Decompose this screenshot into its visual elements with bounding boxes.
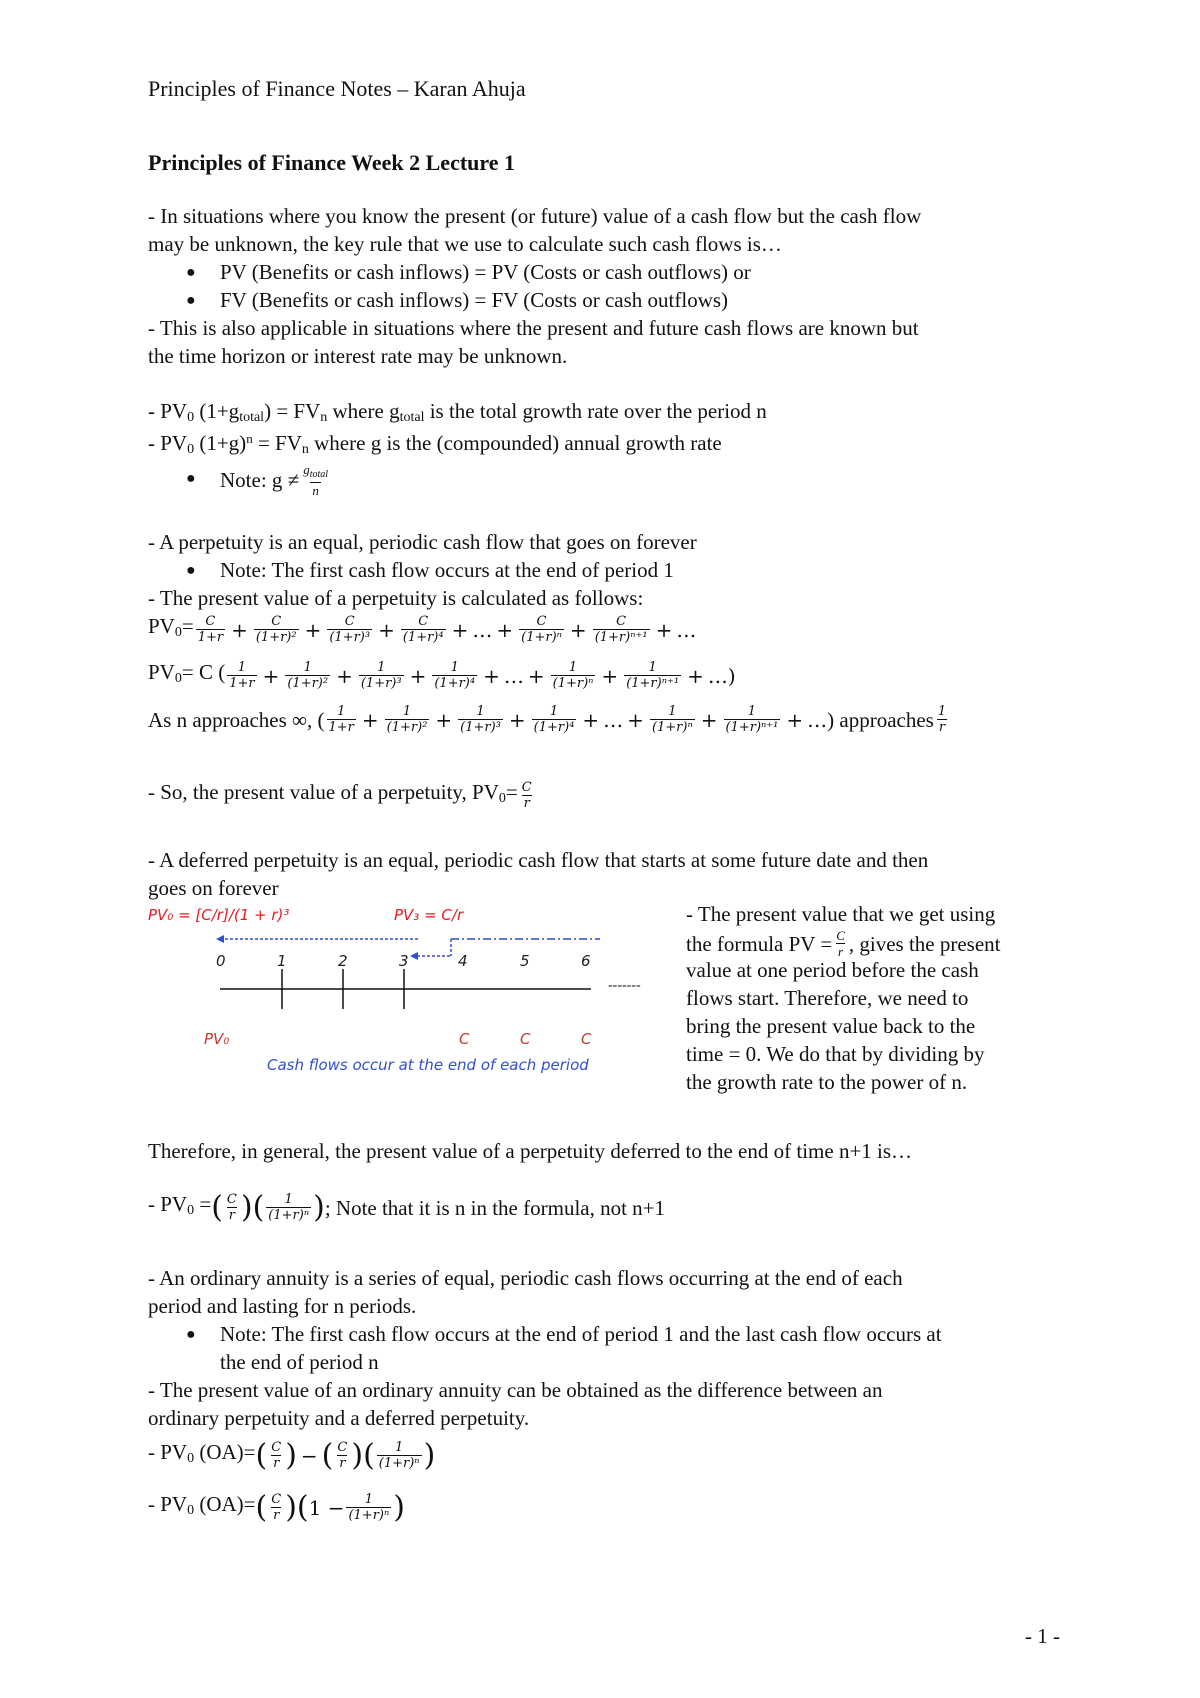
intro-bullet-1: PV (Benefits or cash inflows) = PV (Costs or cash outflows) or — [220, 260, 751, 284]
lecture-title: Principles of Finance Week 2 Lecture 1 — [148, 150, 516, 175]
cash-flow-label: C — [581, 1030, 592, 1048]
perpetuity-note: Note: The first cash flow occurs at the end of period 1 — [220, 558, 674, 582]
bullet-dot-icon: ● — [186, 470, 196, 487]
intro-bullet-2: FV (Benefits or cash inflows) = FV (Costs or cash outflows) — [220, 288, 729, 312]
bullet-dot-icon: ● — [186, 292, 196, 309]
deferred-general-statement: Therefore, in general, the present value of a perpetuity deferred to the end of time n+1 is… — [148, 1139, 913, 1163]
tick-label: 6 — [581, 952, 591, 970]
intro-line-4: the time horizon or interest rate may be unknown. — [148, 344, 568, 368]
cash-flow-label: C — [459, 1030, 470, 1048]
bullet-dot-icon: ● — [186, 562, 196, 579]
tick-label: 5 — [520, 952, 530, 970]
deferred-timeline-diagram — [148, 900, 668, 1090]
perpetuity-pv-intro: - The present value of a perpetuity is calculated as follows: — [148, 586, 644, 610]
tick-label: 3 — [399, 952, 409, 970]
deferred-formula: - $PV_0$ = ( $\frac{C}{r}$ ) ( $\frac{1}{\text{(1+r)ⁿ}}$ ) ; Note that it is n in the formula, not n+1 — [148, 1189, 666, 1225]
tick-label: 0 — [216, 952, 226, 970]
intro-line-3: - This is also applicable in situations where the present and future cash flows are known but — [148, 316, 919, 340]
annuity-definition-2: period and lasting for n periods. — [148, 1294, 417, 1318]
deferred-definition-2: goes on forever — [148, 876, 279, 900]
page-number: - 1 - — [1025, 1624, 1060, 1648]
bullet-dot-icon: ● — [186, 1326, 196, 1343]
growth-note: Note: g ≠ $\frac{g_{total}}{n}$ — [220, 462, 329, 498]
side-note-1: - The present value that we get using — [686, 902, 996, 926]
perpetuity-limit-formula: As n approaches ∞, ( $\frac{1}{1+r}$ + $\frac{1}{\text{(1+r)²}}$ + $\frac{1}{\text{(1+r)³}}$ + $\frac{1}{\text{(1+r)⁴}}$ + … + $\frac{1}{\text{(1+r)ⁿ}}$ + $\frac{1}{\text{(1+r)ⁿ⁺¹}}$ + … ) approaches $\frac{1}{r}$ — [148, 704, 947, 735]
annuity-pv-line-2: ordinary perpetuity and a deferred perpetuity. — [148, 1406, 530, 1430]
side-note-3: value at one period before the cash — [686, 958, 979, 982]
perpetuity-definition: - A perpetuity is an equal, periodic cash flow that goes on forever — [148, 530, 697, 554]
running-header: Principles of Finance Notes – Karan Ahuja — [148, 76, 526, 101]
annuity-formula-2: - $PV_0$ (OA)= ( $\frac{C}{r}$ ) ( 1 − $\frac{1}{\text{(1+r)ⁿ}}$ ) — [148, 1489, 405, 1525]
intro-line-2: may be unknown, the key rule that we use to calculate such cash flows is… — [148, 232, 782, 256]
perpetuity-factored-formula: $PV_0= C$ ( $\frac{1}{1+r}$ + $\frac{1}{\text{(1+r)²}}$ + $\frac{1}{\text{(1+r)³}}$ + $\frac{1}{\text{(1+r)⁴}}$ + … + $\frac{1}{\text{(1+r)ⁿ}}$ + $\frac{1}{\text{(1+r)ⁿ⁺¹}}$ + … ) — [148, 660, 736, 691]
tick-label: 1 — [277, 952, 287, 970]
annuity-formula-1: - $PV_0$ (OA)= ( $\frac{C}{r}$ ) − ( $\frac{C}{r}$ ) ( $\frac{1}{\text{(1+r)ⁿ}}$ ) — [148, 1437, 436, 1473]
pv0-label: PV₀ — [204, 1030, 230, 1048]
side-note-7: the growth rate to the power of n. — [686, 1070, 968, 1094]
diagram-caption: Cash flows occur at the end of each period — [267, 1056, 589, 1074]
side-note-2: the formula PV = $\frac{C}{r}$ , gives the present — [686, 928, 1001, 959]
perpetuity-result: - So, the present value of a perpetuity, $PV_0=$ $\frac{C}{r}$ — [148, 780, 532, 811]
perpetuity-series-formula: $PV_0=$ $\frac{C}{1+r}$ + $\frac{C}{\text{(1+r)²}}$ + $\frac{C}{\text{(1+r)³}}$ + $\frac{C}{\text{(1+r)⁴}}$ + … + $\frac{C}{\text{(1+r)ⁿ}}$ + $\frac{C}{\text{(1+r)ⁿ⁺¹}}$ + … — [148, 614, 697, 645]
side-note-4: flows start. Therefore, we need to — [686, 986, 969, 1010]
intro-line-1: - In situations where you know the present (or future) value of a cash flow but the cash flow — [148, 204, 922, 228]
pv0-equation-label: PV₀ = [C/r]/(1 + r)³ — [148, 906, 290, 924]
tick-label: 2 — [338, 952, 348, 970]
cash-flow-label: C — [520, 1030, 531, 1048]
annuity-pv-line-1: - The present value of an ordinary annuity can be obtained as the difference between an — [148, 1378, 883, 1402]
side-note-5: bring the present value back to the — [686, 1014, 976, 1038]
annuity-definition-1: - An ordinary annuity is a series of equal, periodic cash flows occurring at the end of each — [148, 1266, 903, 1290]
tick-label: 4 — [458, 952, 468, 970]
bullet-dot-icon: ● — [186, 264, 196, 281]
growth-annual-formula: - $PV_0$ $(1+g)^n = FV_n$ where g is the (compounded) annual growth rate — [148, 431, 722, 457]
annuity-note-2: the end of period n — [220, 1350, 379, 1374]
side-note-6: time = 0. We do that by dividing by — [686, 1042, 985, 1066]
arrow-left-icon — [216, 935, 224, 943]
growth-total-formula: - $PV_0$ $(1+g_{total}) = FV_n$ where $g_{total}$ is the total growth rate over the period n — [148, 399, 767, 425]
annuity-note-1: Note: The first cash flow occurs at the end of period 1 and the last cash flow occurs at — [220, 1322, 942, 1346]
deferred-definition-1: - A deferred perpetuity is an equal, periodic cash flow that starts at some future date and then — [148, 848, 929, 872]
pv3-equation-label: PV₃ = C/r — [394, 906, 464, 924]
arrow-left-icon — [410, 952, 418, 960]
timeline-continuation: ------- — [608, 978, 641, 993]
